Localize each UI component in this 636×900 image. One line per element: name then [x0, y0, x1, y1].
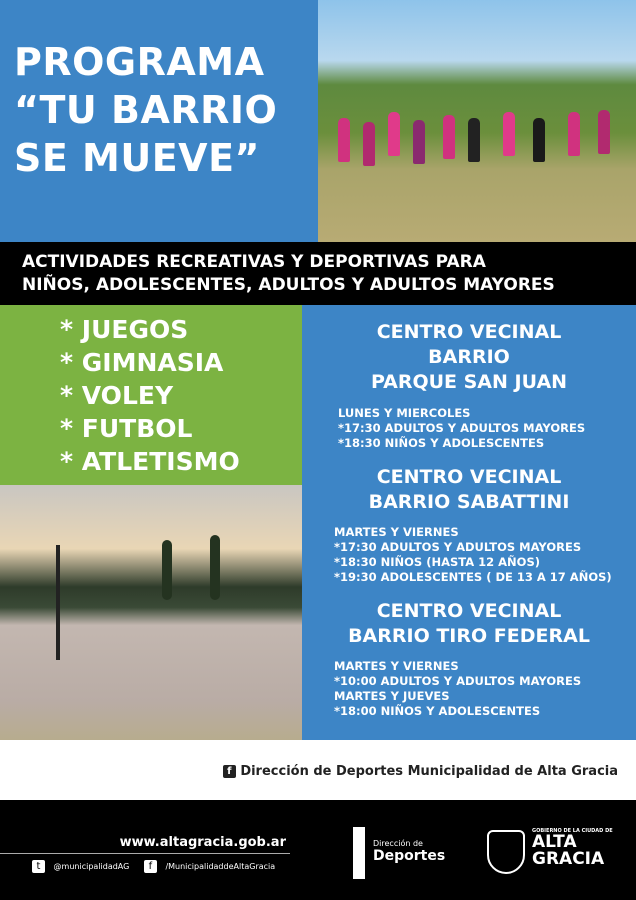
schedule-line: MARTES Y JUEVES	[334, 689, 450, 703]
center-name: PARQUE SAN JUAN	[370, 371, 568, 393]
divider	[0, 853, 290, 854]
schedule-line: *17:30 ADULTOS Y ADULTOS MAYORES	[334, 540, 582, 554]
center-sabattini	[302, 451, 636, 585]
twitter-handle[interactable]: @municipalidadAG	[53, 862, 130, 871]
center-name: BARRIO SABATTINI	[368, 491, 570, 513]
footer	[0, 800, 636, 900]
schedule-line: *18:30 NIÑOS (HASTA 12 AÑOS)	[334, 555, 540, 569]
schedule-line: *17:30 ADULTOS Y ADULTOS MAYORES	[338, 421, 586, 435]
activity-item: * JUEGOS	[60, 315, 189, 344]
schedule-line: *19:30 ADOLESCENTES ( DE 13 A 17 AÑOS)	[334, 570, 612, 584]
schedule-line: LUNES Y MIERCOLES	[338, 406, 471, 420]
center-tiro-federal	[302, 585, 636, 719]
title-line: “TU BARRIO	[14, 88, 278, 132]
activity-item: * ATLETISMO	[60, 447, 240, 476]
logo-text: GOBIERNO DE LA CIUDAD DE	[532, 828, 613, 834]
title-line: PROGRAMA	[14, 40, 265, 84]
activity-item: * VOLEY	[60, 381, 174, 410]
facebook-icon: f	[223, 765, 236, 778]
volleyball-court-photo	[0, 485, 302, 740]
center-name: CENTRO VECINAL	[376, 321, 562, 343]
title-line: SE MUEVE”	[14, 136, 261, 180]
center-name: BARRIO	[428, 346, 510, 368]
facebook-credit-text: Dirección de Deportes Municipalidad de Alta Gracia	[240, 764, 618, 779]
park-group-photo	[318, 0, 636, 242]
activity-item: * FUTBOL	[60, 414, 193, 443]
facebook-icon: f	[144, 860, 157, 873]
center-name: BARRIO TIRO FEDERAL	[348, 625, 590, 647]
schedule-panel	[302, 305, 636, 740]
alta-gracia-shield-icon	[487, 830, 525, 874]
banner-line: ACTIVIDADES RECREATIVAS Y DEPORTIVAS PARA	[22, 252, 486, 272]
facebook-credit	[0, 740, 636, 800]
center-parque-san-juan	[302, 305, 636, 451]
schedule-line: *18:30 NIÑOS Y ADOLESCENTES	[338, 436, 545, 450]
center-name: CENTRO VECINAL	[376, 600, 562, 622]
center-name: CENTRO VECINAL	[376, 466, 562, 488]
twitter-icon: t	[32, 860, 45, 873]
website-link[interactable]: www.altagracia.gob.ar	[119, 835, 286, 850]
activities-list	[0, 305, 302, 485]
program-title	[0, 0, 318, 242]
logo-text: ALTA	[532, 832, 577, 852]
logo-text: Dirección de	[373, 839, 423, 848]
schedule-line: *10:00 ADULTOS Y ADULTOS MAYORES	[334, 674, 582, 688]
logo-text: Deportes	[373, 848, 446, 864]
schedule-line: MARTES Y VIERNES	[334, 659, 459, 673]
city-logo-text	[532, 828, 613, 868]
deportes-logo	[353, 827, 445, 879]
activities-banner	[0, 242, 636, 305]
schedule-line: MARTES Y VIERNES	[334, 525, 459, 539]
activity-item: * GIMNASIA	[60, 348, 224, 377]
logo-text: GRACIA	[532, 849, 605, 869]
banner-line: NIÑOS, ADOLESCENTES, ADULTOS Y ADULTOS MAYORES	[22, 275, 555, 295]
schedule-line: *18:00 NIÑOS Y ADOLESCENTES	[334, 704, 541, 718]
facebook-handle[interactable]: /MunicipalidaddeAltaGracia	[165, 862, 276, 871]
